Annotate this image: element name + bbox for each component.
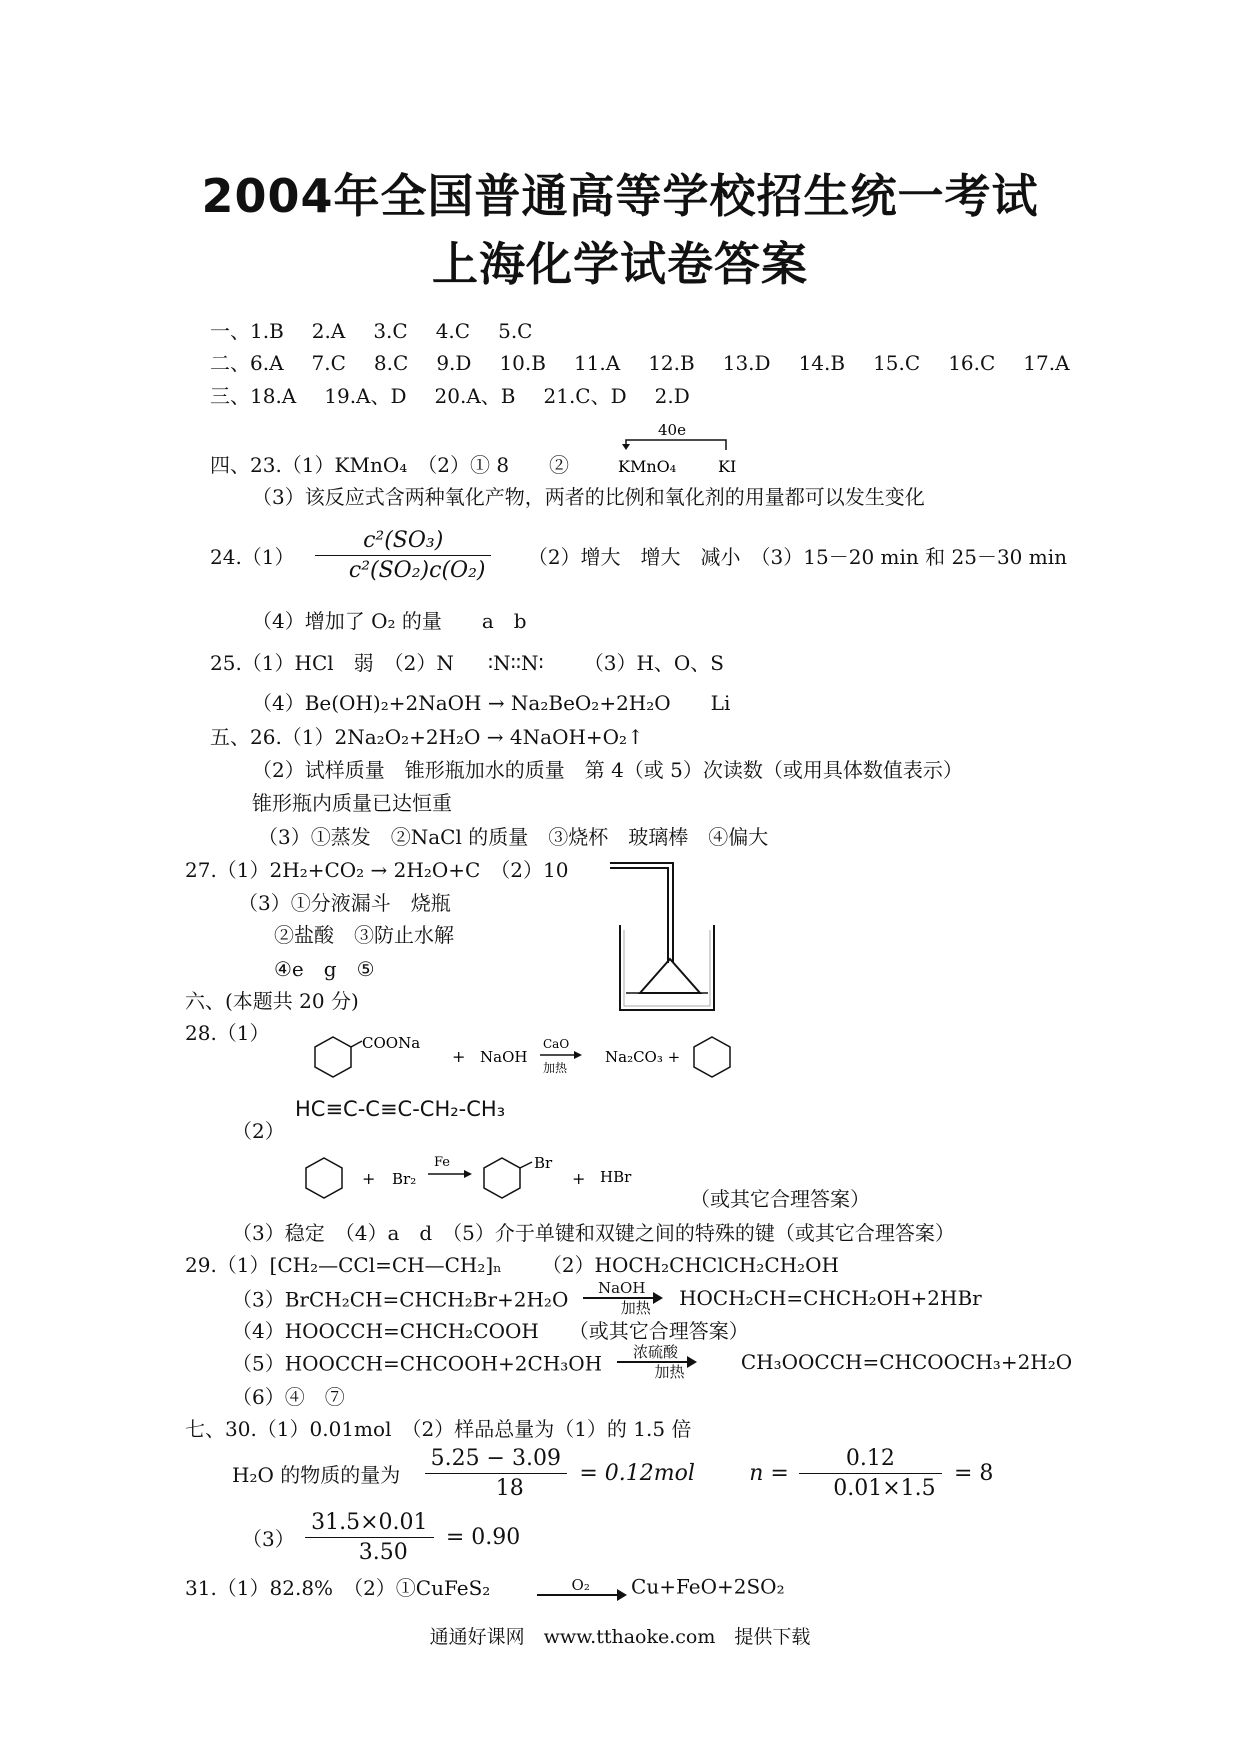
beaker-funnel-apparatus [610, 855, 720, 1015]
q26-line4: （3）①蒸发 ②NaCl 的质量 ③烧杯 玻璃棒 ④偏大 [258, 825, 769, 849]
section-label: 二、 [210, 351, 250, 375]
q29-line5: （6）④ ⑦ [232, 1385, 345, 1409]
q30-part3-label: （3） [242, 1527, 295, 1551]
answer-item: 2.D [654, 384, 690, 408]
answer-item: 9.D [436, 351, 472, 375]
answer-item: 19.A、D [324, 384, 407, 408]
benzene-ring [694, 1037, 730, 1077]
answer-item: 14.B [798, 351, 846, 375]
fraction-denominator: 3.50 [358, 1540, 408, 1565]
title-line1: 2004年全国普通高等学校招生统一考试 [201, 169, 1039, 223]
electron-count: 40e [658, 421, 686, 439]
answer-item: 17.A [1023, 351, 1070, 375]
answer-item: 15.C [873, 351, 921, 375]
q30-line3 [242, 1510, 520, 1565]
reaction-arrow [583, 1280, 661, 1316]
q29-line4 [232, 1344, 1072, 1380]
q30-line2 [232, 1446, 993, 1501]
q26-line2: （2）试样质量 锥形瓶加水的质量 第 4（或 5）次读数（或用具体数值表示） [252, 758, 963, 782]
moles-fraction [425, 1446, 567, 1501]
q27-line1: 27.（1）2H₂+CO₂ → 2H₂O+C （2）10 [185, 858, 569, 882]
q24-line1 [210, 528, 1067, 583]
answers-section-2 [210, 350, 1070, 376]
arrow-condition-bottom: 加热 [620, 1299, 651, 1317]
q30-line1: 七、30.（1）0.01mol （2）样品总量为（1）的 1.5 倍 [185, 1417, 692, 1441]
electron-dot-formula: ∶N∶∶N∶ [487, 651, 544, 675]
q24-rest: （2）增大 增大 减小 （3）15－20 min 和 25－30 min [527, 545, 1067, 569]
answer-item: 4.C [435, 319, 471, 343]
q29-esterification-reactants: （5）HOOCCH=CHCOOH+2CH₃OH [232, 1351, 603, 1376]
q28-line3: （3）稳定 （4）a d （5）介于单键和双键之间的特殊的键（或其它合理答案） [232, 1221, 955, 1245]
q31-products: Cu+FeO+2SO₂ [631, 1574, 785, 1599]
q29-esterification-products: CH₃OOCCH=CHCOOCH₃+2H₂O [740, 1350, 1073, 1374]
q23-line2: （3）该反应式含两种氧化产物，两者的比例和氧化剂的用量都可以发生变化 [252, 485, 925, 509]
q24-line2: （4）增加了 O₂ 的量 a b [252, 609, 527, 633]
answer-item: 12.B [648, 351, 695, 375]
q26-line1: 五、26.（1）2Na₂O₂+2H₂O → 4NaOH+O₂↑ [210, 725, 644, 749]
arrow-condition-top: O₂ [571, 1575, 590, 1594]
reaction-arrow [617, 1344, 695, 1380]
answer-item: 5.C [498, 319, 533, 343]
answer-item: 11.A [573, 351, 621, 375]
moles-result: = 0.12mol [579, 1461, 695, 1486]
part3-result: = 0.90 [445, 1525, 521, 1550]
product-hbr: HBr [600, 1168, 632, 1186]
section-6-header: 六、(本题共 20 分) [185, 989, 359, 1013]
answer-item: 3.C [373, 319, 408, 343]
answer-item: 1.B [250, 319, 284, 343]
equilibrium-constant-fraction [315, 528, 492, 583]
n-fraction [799, 1446, 941, 1501]
answers-section-1 [210, 318, 532, 344]
q28-note: （或其它合理答案） [690, 1187, 870, 1211]
q29-line2 [232, 1280, 982, 1316]
reductant-label: KI [718, 457, 737, 476]
answer-item: 6.A [250, 351, 284, 375]
q29-part1: 29.（1） [185, 1253, 270, 1277]
n-result: = 8 [953, 1461, 994, 1486]
reaction-bromination [300, 1148, 740, 1218]
fraction-numerator: 5.25 − 3.09 [425, 1446, 567, 1474]
reaction-decarboxylation [300, 1025, 760, 1095]
answer-item: 7.C [311, 351, 346, 375]
q28-label1: 28.（1） [185, 1021, 270, 1045]
q26-line3: 锥形瓶内质量已达恒重 [252, 791, 452, 815]
q25-part1: 25.（1）HCl 弱 （2）N [210, 651, 454, 675]
benzene-ring [484, 1158, 520, 1198]
electron-transfer-diagram [618, 420, 748, 482]
q25-line1 [210, 650, 724, 676]
q25-line2: （4）Be(OH)₂+2NaOH → Na₂BeO₂+2H₂O Li [252, 691, 731, 715]
q31-part1: 31.（1）82.8% （2）①CuFeS₂ [185, 1576, 491, 1600]
section-label: 一、 [210, 319, 250, 343]
fraction-numerator: 31.5×0.01 [305, 1510, 433, 1538]
structure-formula: HC≡C-C≡C-CH₂-CH₃ [295, 1097, 506, 1121]
q23-line1: 四、23.（1）KMnO₄ （2）① 8 ② [210, 453, 570, 477]
n-label: n = [749, 1461, 789, 1486]
title-line2: 上海化学试卷答案 [432, 237, 808, 291]
h2o-label: H₂O 的物质的量为 [232, 1463, 401, 1487]
plus-sign: + [572, 1169, 586, 1188]
q29-line3: （4）HOOCCH=CHCH₂COOH （或其它合理答案） [232, 1319, 749, 1343]
arrow-condition-bottom: 加热 [654, 1363, 685, 1381]
q31-line [185, 1572, 785, 1601]
benzene-ring [306, 1158, 342, 1198]
fraction-denominator: c²(SO₂)c(O₂) [348, 558, 486, 583]
benzene-ring [315, 1037, 351, 1077]
answer-item: 2.A [311, 319, 346, 343]
reagent-naoh: NaOH [480, 1048, 528, 1066]
q27-line3: ②盐酸 ③防止水解 [274, 923, 454, 947]
plus-sign: + [452, 1047, 466, 1066]
catalyst-label: Fe [434, 1155, 451, 1170]
q29-part2: （2）HOCH₂CHClCH₂CH₂OH [541, 1253, 839, 1277]
fraction-numerator: 0.12 [799, 1446, 941, 1474]
q27-line2: （3）①分液漏斗 烧瓶 [238, 891, 451, 915]
q27-line4: ④e g ⑤ [274, 957, 375, 981]
arrow-condition-top: NaOH [597, 1279, 646, 1297]
fraction-denominator: 0.01×1.5 [833, 1476, 936, 1501]
answers-section-3 [210, 383, 690, 409]
answer-item: 10.B [499, 351, 546, 375]
footer-source: 通通好课网 www.tthaoke.com 提供下载 [429, 1626, 811, 1648]
q29-line1 [185, 1252, 839, 1278]
bromo-substituent: Br [534, 1154, 553, 1172]
answer-item: 18.A [250, 384, 297, 408]
answer-item: 8.C [373, 351, 409, 375]
reaction-arrow [537, 1577, 625, 1597]
plus-sign: + [362, 1169, 376, 1188]
q29-reactants: （3）BrCH₂CH=CHCH₂Br+2H₂O [232, 1287, 569, 1312]
q24-prefix: 24.（1） [210, 545, 295, 569]
fraction-numerator: c²(SO₃) [315, 528, 492, 556]
product-label: Na₂CO₃ + [605, 1048, 681, 1066]
reagent-br2: Br₂ [392, 1170, 417, 1188]
section-label: 三、 [210, 384, 250, 408]
answer-item: 21.C、D [543, 384, 627, 408]
answer-item: 13.D [722, 351, 771, 375]
carboxylate-group: COONa [362, 1034, 421, 1052]
answer-item: 20.A、B [434, 384, 516, 408]
oxidant-label: KMnO₄ [618, 457, 677, 476]
arrow-condition-top: 浓硫酸 [632, 1343, 678, 1361]
q25-part3: （3）H、O、S [583, 651, 724, 675]
fraction-part3 [305, 1510, 433, 1565]
fraction-denominator: 18 [495, 1476, 524, 1501]
answer-item: 16.C [948, 351, 996, 375]
q28-label2: （2） [232, 1119, 285, 1143]
catalyst-label: CaO [543, 1037, 570, 1051]
condition-label: 加热 [543, 1061, 568, 1075]
polymer-formula: [CH₂—CCl=CH—CH₂]ₙ [269, 1253, 502, 1277]
q29-products: HOCH₂CH=CHCH₂OH+2HBr [679, 1286, 982, 1310]
